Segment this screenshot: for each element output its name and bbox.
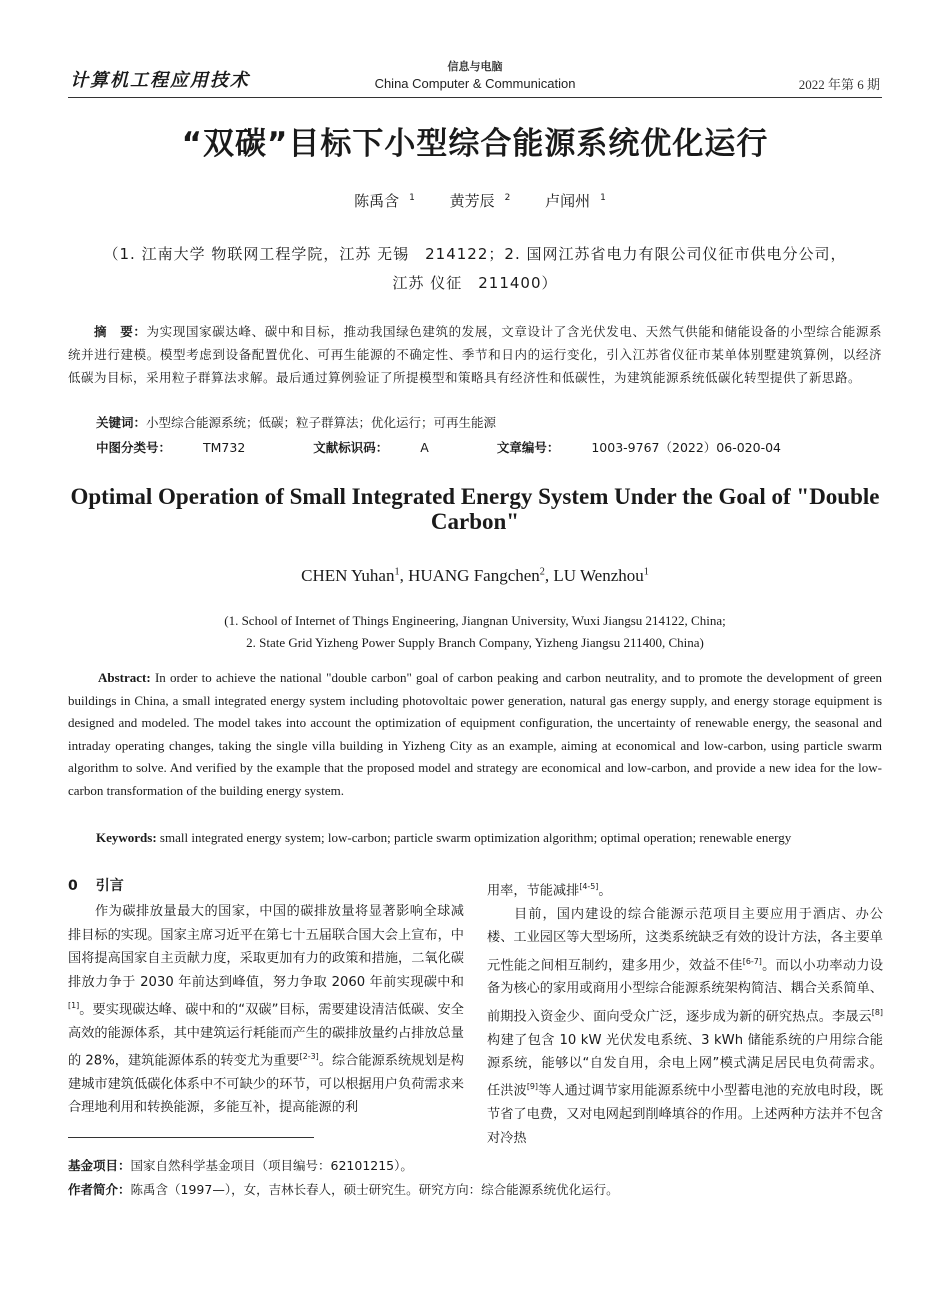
citation: [9] — [526, 1082, 539, 1092]
abstract-en-text: In order to achieve the national "double carbon" goal of carbon peaking and carbon neutrality, and to promote the development of green buildings in China, a small integrated energy system including photovoltaic power generation, natural gas energy supply, and energy storage equipment is designed and modeled. The model takes into account the optimization of equipment configuration, the uncertainty of renewable energy, the seasonal and intraday operating changes, taking the single villa building in Yizheng City as an example, aiming at economical and low-carbon, using particle swarm algorithm to solve. And verified by the example that the proposed model and strategy are economical and low-carbon, and provide a new idea for the low-carbon transformation of the building energy system. — [68, 670, 882, 798]
citation: [1] — [68, 1001, 80, 1011]
paper-title-cn: “双碳”目标下小型综合能源系统优化运行 — [181, 126, 769, 162]
abstract-cn-text: 为实现国家碳达峰、碳中和目标，推动我国绿色建筑的发展，文章设计了含光伏发电、天然气供能和储能设备的小型综合能源系统并进行建模。模型考虑到设备配置优化、可再生能源的不确定性、季节和日内的运行变化，引入江苏省仪征市某单体别墅建筑算例，以经济低碳为目标，采用粒子群算法求解。最后通过算例验证了所提模型和策略具有经济性和低碳性，为建筑能源系统低碳化转型提供了新思路。 — [68, 324, 882, 385]
author-en: CHEN Yuhan$^1$ — [301, 566, 400, 585]
intro-paragraph: 作为碳排放量最大的国家，中国的碳排放量将显著影响全球减排目标的实现。国家主席习近平在第七十五届联合国大会上宣布，中国将提高国家自主贡献力度，采取更加有力的政策和措施，二氧化碳排放力争于 2030 年前达到峰值，努力争取 2060 年前实现碳中和[1]。要实现碳达峰、碳中和的“双碳”目标，需要建设清洁低碳、安全高效的能源体系，其中建筑运行耗能而产生的碳排放量约占排放总量的 28%，建筑能源体系的转变尤为重要[2-3]。综合能源系统规划是构建城市建筑低碳化体系中不可缺少的环节，可以根据用户负荷需求来合理地利用和转换能源，多能互补，提高能源的利 — [68, 904, 464, 1116]
article-number: 文章编号： 1003-9767（2022）06-020-04 — [496, 440, 781, 455]
affiliation-en: (1. School of Internet of Things Engineering, Jiangnan University, Wuxi Jiangsu 214122, China; 2. State Grid Yizheng Power Supply Branch Company, Yizheng Jiangsu 211400, China) — [224, 613, 726, 650]
abstract-cn — [68, 320, 882, 389]
magazine-name-cn: 信息与电脑 — [447, 61, 503, 73]
issue-label: 2022 年第 6 期 — [798, 77, 880, 92]
magazine-name-en: China Computer & Communication — [374, 76, 576, 91]
clc-number: 中图分类号： TM732 — [96, 440, 246, 455]
author-cn: 黄芳辰 $^2$ — [449, 192, 511, 210]
magazine-masthead — [330, 58, 620, 91]
citation: [6-7] — [742, 956, 762, 966]
abstract-cn-label: 摘 要： — [94, 324, 147, 339]
abstract-en — [68, 667, 882, 803]
author-bio-footnote: 作者简介：陈禹含（1997—），女，吉林长春人，硕士研究生。研究方向：综合能源系统优化运行。 — [68, 1182, 619, 1197]
continued-paragraph: 用率，节能减排[4-5]。 — [487, 882, 612, 899]
author-en: HUANG Fangchen$^2$ — [408, 566, 545, 585]
author-list-cn — [0, 190, 950, 211]
intro-paragraph: 目前，国内建设的综合能源示范项目主要应用于酒店、办公楼、工业园区等大型场所，这类系统缺乏有效的设计方法，各主要单元性能之间相互制约，建多用少，效益不佳[6-7]。而以小功率动力设备为核心的家用或商用小型综合能源系统架构简洁、耦合关系简单、前期投入资金少、面向受众广泛，逐步成为新的研究热点。李晟云[8]构建了包含 10 kW 光伏发电系统、3 kWh 储能系统的户用综合能源系统，能够以“自发自用，余电上网”模式满足居民电负荷需求。任洪波[9]等人通过调节家用能源系统中小型蓄电池的充放电时段，既节省了电费，又对电网起到削峰填谷的作用。上述两种方法并不包含对冷热 — [487, 906, 884, 1146]
footnote-divider — [68, 1137, 314, 1138]
body-column-left — [68, 875, 464, 1120]
journal-column-title: 计算机工程应用技术 — [70, 70, 250, 91]
funding-footnote: 基金项目：国家自然科学基金项目（项目编号：62101215）。 — [68, 1158, 413, 1173]
author-en: LU Wenzhou$^1$ — [553, 566, 649, 585]
header-divider — [68, 97, 882, 98]
citation: [2-3] — [299, 1052, 319, 1062]
affiliation-cn: （1. 江南大学 物联网工程学院，江苏 无锡 214122；2. 国网江苏省电力有限公司仪征市供电分公司， 江苏 仪征 211400） — [103, 245, 847, 292]
paper-title-en: Optimal Operation of Small Integrated Energy System Under the Goal of "Double Carbon" — [70, 484, 880, 534]
author-cn: 卢闻州 $^1$ — [545, 192, 606, 210]
citation: [4-5] — [579, 882, 599, 891]
document-code: 文献标识码： A — [313, 440, 429, 455]
classification-info — [96, 438, 845, 456]
keywords-cn: 关键词：小型综合能源系统；低碳；粒子群算法；优化运行；可再生能源 — [96, 415, 497, 430]
keywords-en: Keywords: small integrated energy system; low-carbon; particle swarm optimization algorithm; optimal operation; renewable energy — [96, 830, 792, 845]
body-column-right — [487, 875, 883, 1150]
citation: [8] — [871, 1007, 883, 1017]
author-list-en: CHEN Yuhan$^1$, HUANG Fangchen$^2$, LU Wenzhou$^1$ — [301, 566, 649, 585]
section-heading: 0 引言 — [68, 878, 124, 894]
abstract-en-label: Abstract: — [98, 670, 151, 685]
author-cn: 陈禹含 $^1$ — [354, 192, 415, 210]
